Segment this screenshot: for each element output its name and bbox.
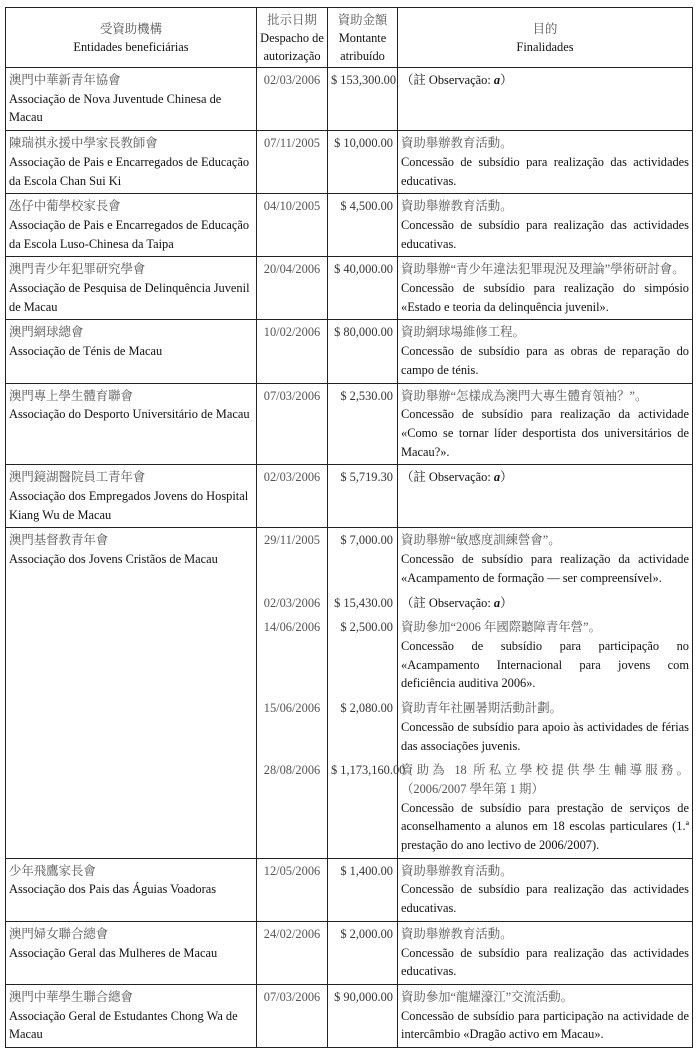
entity-cell bbox=[6, 320, 257, 383]
entity-name-zh: 澳門基督教青年會 bbox=[9, 533, 109, 548]
entity-name-pt: Associação dos Pais das Águias Voadoras bbox=[9, 882, 217, 897]
entity-cell bbox=[6, 921, 257, 984]
purpose-zh: 資助參加“龍耀濠江”交流活動。 bbox=[401, 989, 574, 1004]
subsidy-table bbox=[5, 7, 693, 1048]
amount: $ 15,430.00 bbox=[328, 591, 398, 616]
purpose-zh: 資助網球場維修工程。 bbox=[401, 325, 525, 340]
entity-name-pt: Associação de Ténis de Macau bbox=[9, 344, 163, 359]
authorization-date: 02/03/2006 bbox=[257, 68, 328, 131]
table-row bbox=[6, 131, 693, 194]
entity-name-pt: Associação de Pais e Encarregados de Educação da Escola Chan Sui Ki bbox=[9, 154, 250, 188]
entity-cell bbox=[6, 528, 257, 858]
header-entities-zh: 受資助機構 bbox=[100, 21, 162, 36]
table-row bbox=[6, 257, 693, 320]
purpose-cell bbox=[398, 383, 693, 465]
purpose-zh: 資助舉辦“敏感度訓練營會”。 bbox=[401, 533, 561, 548]
amount: $ 2,080.00 bbox=[328, 696, 398, 758]
amount: $ 40,000.00 bbox=[328, 257, 398, 320]
authorization-date: 07/03/2006 bbox=[257, 984, 328, 1047]
amount: $ 90,000.00 bbox=[328, 984, 398, 1047]
header-date-pt: Despacho de autorização bbox=[260, 30, 324, 63]
amount: $ 2,530.00 bbox=[328, 383, 398, 465]
entity-cell bbox=[6, 984, 257, 1047]
purpose-cell bbox=[398, 320, 693, 383]
authorization-date: 14/06/2006 bbox=[257, 615, 328, 696]
observation-suffix: ） bbox=[500, 470, 513, 485]
purpose-pt: Concessão de subsídio para realização da actividade «Acampamento de formação — ser compreensível». bbox=[401, 552, 689, 585]
purpose-cell bbox=[398, 528, 693, 591]
header-entities bbox=[6, 8, 257, 68]
entity-name-pt: Associação de Nova Juventude Chinesa de Macau bbox=[9, 91, 222, 125]
header-date bbox=[257, 8, 328, 68]
purpose-zh: 資助舉辦教育活動。 bbox=[401, 136, 513, 151]
entity-cell bbox=[6, 131, 257, 194]
observation-note bbox=[401, 596, 513, 610]
authorization-date: 07/11/2005 bbox=[257, 131, 328, 194]
purpose-zh: 資助舉辦教育活動。 bbox=[401, 926, 513, 941]
table-row bbox=[6, 984, 693, 1047]
purpose-cell bbox=[398, 696, 693, 758]
entity-cell bbox=[6, 68, 257, 131]
entity-name-zh: 氹仔中葡學校家長會 bbox=[9, 199, 121, 214]
amount: $ 1,400.00 bbox=[328, 858, 398, 921]
purpose-zh: 資助舉辦教育活動。 bbox=[401, 199, 513, 214]
entity-cell bbox=[6, 194, 257, 257]
purpose-pt: Concessão de subsídio para realização das actividades educativas. bbox=[401, 945, 689, 979]
authorization-date: 10/02/2006 bbox=[257, 320, 328, 383]
header-purpose-pt: Finalidades bbox=[516, 39, 574, 54]
amount: $ 2,500.00 bbox=[328, 615, 398, 696]
observation-note bbox=[401, 73, 513, 87]
entity-name-zh: 澳門中華學生聯合總會 bbox=[9, 989, 133, 1004]
entity-name-zh: 陳瑞祺永援中學家長教師會 bbox=[9, 136, 158, 151]
purpose-pt: Concessão de subsídio para participação na actividade de intercâmbio «Dragão activo em Macau». bbox=[401, 1008, 689, 1042]
observation-prefix: （註 Observação: bbox=[401, 73, 494, 87]
header-purpose-zh: 目的 bbox=[532, 21, 558, 36]
purpose-zh: 資助參加“2006 年國際聽障青年營”。 bbox=[401, 620, 601, 635]
entity-cell bbox=[6, 465, 257, 528]
entity-name-pt: Associação dos Empregados Jovens do Hospital Kiang Wu de Macau bbox=[9, 489, 249, 522]
purpose-zh: 資助舉辦“青少年違法犯罪現況及理論”學術研討會。 bbox=[401, 262, 685, 277]
amount: $ 7,000.00 bbox=[328, 528, 398, 591]
purpose-cell bbox=[398, 921, 693, 984]
purpose-cell bbox=[398, 615, 693, 696]
purpose-pt: Concessão de subsídio para prestação de serviços de aconselhamento a alunos em 18 escolas particulares (1.ª prestação do ano lectivo de 2006/2007). bbox=[401, 800, 689, 853]
purpose-pt: Concessão de subsídio para apoio às actividades de férias das associações juvenis. bbox=[401, 719, 689, 753]
authorization-date: 29/11/2005 bbox=[257, 528, 328, 591]
entity-cell bbox=[6, 257, 257, 320]
header-entities-pt: Entidades beneficiárias bbox=[73, 39, 189, 54]
entity-name-pt: Associação de Pesquisa de Delinquência Juvenil de Macau bbox=[9, 281, 250, 314]
entity-name-zh: 澳門婦女聯合總會 bbox=[9, 926, 109, 941]
authorization-date: 04/10/2005 bbox=[257, 194, 328, 257]
amount: $ 2,000.00 bbox=[328, 921, 398, 984]
purpose-zh: 資助為 18 所私立學校提供學生輔導服務。（2006/2007 學年第 1 期） bbox=[401, 763, 689, 796]
purpose-cell bbox=[398, 257, 693, 320]
header-amount bbox=[328, 8, 398, 68]
amount: $ 80,000.00 bbox=[328, 320, 398, 383]
entity-name-pt: Associação Geral das Mulheres de Macau bbox=[9, 945, 218, 960]
header-amount-zh: 資助金額 bbox=[337, 12, 388, 27]
table-row bbox=[6, 921, 693, 984]
purpose-cell bbox=[398, 68, 693, 131]
entity-name-zh: 澳門中華新青年協會 bbox=[9, 73, 121, 87]
table-row bbox=[6, 194, 693, 257]
observation-letter: a bbox=[493, 595, 501, 610]
purpose-zh: 資助青年社團暑期活動計劃。 bbox=[401, 701, 563, 716]
observation-prefix: （註 Observação: bbox=[401, 470, 494, 485]
amount: $ 153,300.00 bbox=[328, 68, 398, 131]
entity-name-zh: 少年飛鷹家長會 bbox=[9, 863, 96, 878]
purpose-cell bbox=[398, 984, 693, 1047]
authorization-date: 28/08/2006 bbox=[257, 758, 328, 858]
observation-suffix: ） bbox=[500, 595, 513, 610]
entity-name-zh: 澳門專上學生體育聯會 bbox=[9, 388, 133, 403]
observation-letter: a bbox=[493, 470, 501, 485]
table-header bbox=[6, 8, 693, 68]
amount: $ 4,500.00 bbox=[328, 194, 398, 257]
purpose-cell bbox=[398, 858, 693, 921]
observation-letter: a bbox=[493, 73, 501, 87]
table-row bbox=[6, 858, 693, 921]
purpose-zh: 資助舉辦“怎樣成為澳門大專生體育領袖？”。 bbox=[401, 388, 648, 403]
table-row bbox=[6, 68, 693, 131]
purpose-pt: Concessão de subsídio para realização do simpósio «Estado e teoria da delinquência juvenil». bbox=[401, 281, 689, 314]
purpose-cell bbox=[398, 591, 693, 616]
entity-cell bbox=[6, 858, 257, 921]
observation-prefix: （註 Observação: bbox=[401, 595, 494, 610]
amount: $ 5,719.30 bbox=[328, 465, 398, 528]
table-row bbox=[6, 320, 693, 383]
purpose-pt: Concessão de subsídio para realização da actividade «Como se tornar líder desportista dos universitários de Macau?». bbox=[401, 407, 689, 459]
authorization-date: 12/05/2006 bbox=[257, 858, 328, 921]
purpose-cell bbox=[398, 758, 693, 858]
purpose-pt: Concessão de subsídio para participação no «Acampamento Internacional para jovens com deficiência auditiva 2006». bbox=[401, 638, 689, 691]
authorization-date: 02/03/2006 bbox=[257, 591, 328, 616]
table-row bbox=[6, 465, 693, 528]
header-date-zh: 批示日期 bbox=[267, 12, 317, 27]
purpose-pt: Concessão de subsídio para realização das actividades educativas. bbox=[401, 217, 689, 251]
entity-name-zh: 澳門青少年犯罪研究學會 bbox=[9, 262, 146, 277]
entity-name-pt: Associação dos Jovens Cristãos de Macau bbox=[9, 552, 218, 567]
entity-name-pt: Associação de Pais e Encarregados de Educação da Escola Luso-Chinesa da Taipa bbox=[9, 217, 250, 251]
purpose-pt: Concessão de subsídio para as obras de reparação do campo de ténis. bbox=[401, 344, 689, 377]
amount: $ 1,173,160.00 bbox=[328, 758, 398, 858]
table-body bbox=[6, 68, 693, 1048]
purpose-pt: Concessão de subsídio para realização das actividades educativas. bbox=[401, 882, 689, 916]
entity-name-zh: 澳門鏡湖醫院員工青年會 bbox=[9, 470, 146, 485]
authorization-date: 20/04/2006 bbox=[257, 257, 328, 320]
header-purpose bbox=[398, 8, 693, 68]
amount: $ 10,000.00 bbox=[328, 131, 398, 194]
authorization-date: 15/06/2006 bbox=[257, 696, 328, 758]
authorization-date: 07/03/2006 bbox=[257, 383, 328, 465]
purpose-cell bbox=[398, 194, 693, 257]
entity-name-pt: Associação Geral de Estudantes Chong Wa de Macau bbox=[9, 1008, 238, 1042]
authorization-date: 24/02/2006 bbox=[257, 921, 328, 984]
entity-name-pt: Associação do Desporto Universitário de Macau bbox=[9, 407, 250, 422]
purpose-zh: 資助舉辦教育活動。 bbox=[401, 863, 513, 878]
table-row bbox=[6, 528, 693, 591]
purpose-cell bbox=[398, 131, 693, 194]
header-amount-pt: Montante atribuído bbox=[338, 30, 387, 63]
purpose-cell bbox=[398, 465, 693, 528]
table-row bbox=[6, 383, 693, 465]
observation-note bbox=[401, 470, 513, 484]
observation-suffix: ） bbox=[500, 73, 513, 87]
authorization-date: 02/03/2006 bbox=[257, 465, 328, 528]
purpose-pt: Concessão de subsídio para realização das actividades educativas. bbox=[401, 154, 689, 188]
entity-cell bbox=[6, 383, 257, 465]
entity-name-zh: 澳門網球總會 bbox=[9, 325, 84, 340]
